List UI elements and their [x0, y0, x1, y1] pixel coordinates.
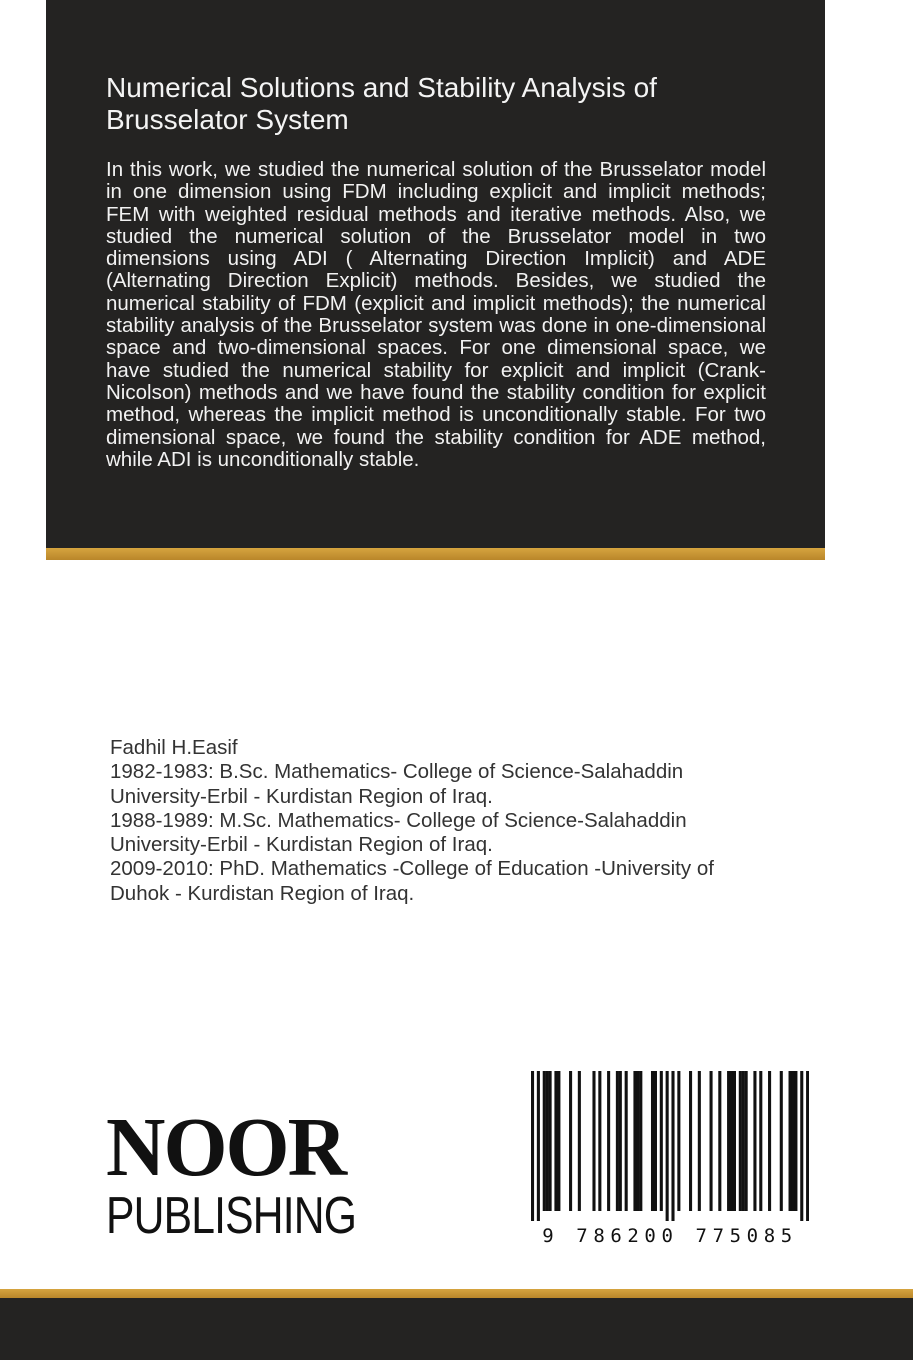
book-abstract: In this work, we studied the numerical solution of the Brusselator model in one dimension using FDM including explicit and implicit methods; FEM with weighted residual methods and iterative methods. Also, we studied the numerical solution of the Brusselator model in two dimensions using ADI ( Alternating Direction Implicit) and ADE (Alternating Direction Explicit) methods. Besides, we studied the numerical stability of FDM (explicit and implicit methods); the numerical stability analysis of the Brusselator system was done in one-dimensional space and two-dimensional spaces. For one dimensional space, we have studied the numerical stability for explicit and implicit (Crank-Nicolson) methods and we have found the stability condition for explicit method, whereas the implicit method is unconditionally stable. For two dimensional space, we found the stability condition for ADE method, while ADI is unconditionally stable. — [106, 158, 766, 471]
author-bio-line: 1988-1989: M.Sc. Mathematics- College of Science-Salahaddin — [110, 808, 687, 832]
author-bio — [110, 736, 810, 906]
barcode-bar — [592, 1071, 595, 1211]
barcode-bar — [791, 1071, 794, 1211]
barcode-bar — [660, 1071, 663, 1211]
author-bio-line: University-Erbil - Kurdistan Region of Iraq. — [110, 833, 493, 857]
barcode-bar — [557, 1071, 560, 1211]
barcode-bar — [689, 1071, 692, 1211]
isbn-barcode — [522, 1062, 818, 1258]
barcode-bar — [718, 1071, 721, 1211]
barcode-bar — [698, 1071, 701, 1211]
barcode-bar — [727, 1071, 730, 1211]
barcode-bar — [607, 1071, 610, 1211]
gold-divider-top — [46, 548, 825, 560]
barcode-bar — [639, 1071, 642, 1211]
barcode-bar — [654, 1071, 657, 1211]
barcode-bar — [616, 1071, 619, 1211]
barcode-bar — [569, 1071, 572, 1211]
author-bio-line: Duhok - Kurdistan Region of Iraq. — [110, 881, 415, 905]
barcode-bar — [537, 1071, 540, 1221]
barcode-bar — [554, 1071, 557, 1211]
barcode-bar — [543, 1071, 546, 1211]
barcode-bar — [633, 1071, 636, 1211]
barcode-bar — [789, 1071, 792, 1211]
barcode-bar — [578, 1071, 581, 1211]
author-bio-line: 2009-2010: PhD. Mathematics -College of Education -University of — [110, 857, 714, 881]
author-name: Fadhil H.Easif — [110, 736, 238, 759]
barcode-bar — [625, 1071, 628, 1211]
author-bio-line: University-Erbil - Kurdistan Region of Iraq. — [110, 784, 493, 808]
barcode-bar — [794, 1071, 797, 1211]
barcode-bars — [531, 1071, 809, 1221]
barcode-bar — [800, 1071, 803, 1221]
barcode-bar — [546, 1071, 549, 1211]
barcode-bar — [531, 1071, 534, 1221]
barcode-bar — [651, 1071, 654, 1211]
barcode-bar — [768, 1071, 771, 1211]
barcode-bar — [677, 1071, 680, 1211]
barcode-bar — [671, 1071, 674, 1221]
barcode-bar — [780, 1071, 783, 1211]
publisher-logo-publishing: PUBLISHING — [106, 1187, 357, 1245]
book-title: Numerical Solutions and Stability Analysis of Brusselator System — [106, 72, 657, 135]
barcode-bar — [733, 1071, 736, 1211]
barcode-bar — [759, 1071, 762, 1211]
barcode-bar — [619, 1071, 622, 1211]
barcode-bar — [730, 1071, 733, 1211]
barcode-bar — [806, 1071, 809, 1221]
barcode-bar — [710, 1071, 713, 1211]
publisher-logo — [106, 1101, 386, 1245]
gold-divider-bottom — [0, 1289, 913, 1298]
barcode-bar — [666, 1071, 669, 1221]
author-bio-line: 1982-1983: B.Sc. Mathematics- College of Science-Salahaddin — [110, 760, 684, 784]
barcode-bar — [739, 1071, 742, 1211]
publisher-logo-noor: NOOR — [106, 1101, 346, 1194]
barcode-bar — [753, 1071, 756, 1211]
barcode-bar — [636, 1071, 639, 1211]
barcode-bar — [598, 1071, 601, 1211]
barcode-bar — [549, 1071, 552, 1211]
isbn-digits: 9 786200 775085 — [542, 1225, 798, 1247]
barcode-bar — [742, 1071, 745, 1211]
bottom-dark-band — [0, 1298, 913, 1360]
barcode-bar — [745, 1071, 748, 1211]
